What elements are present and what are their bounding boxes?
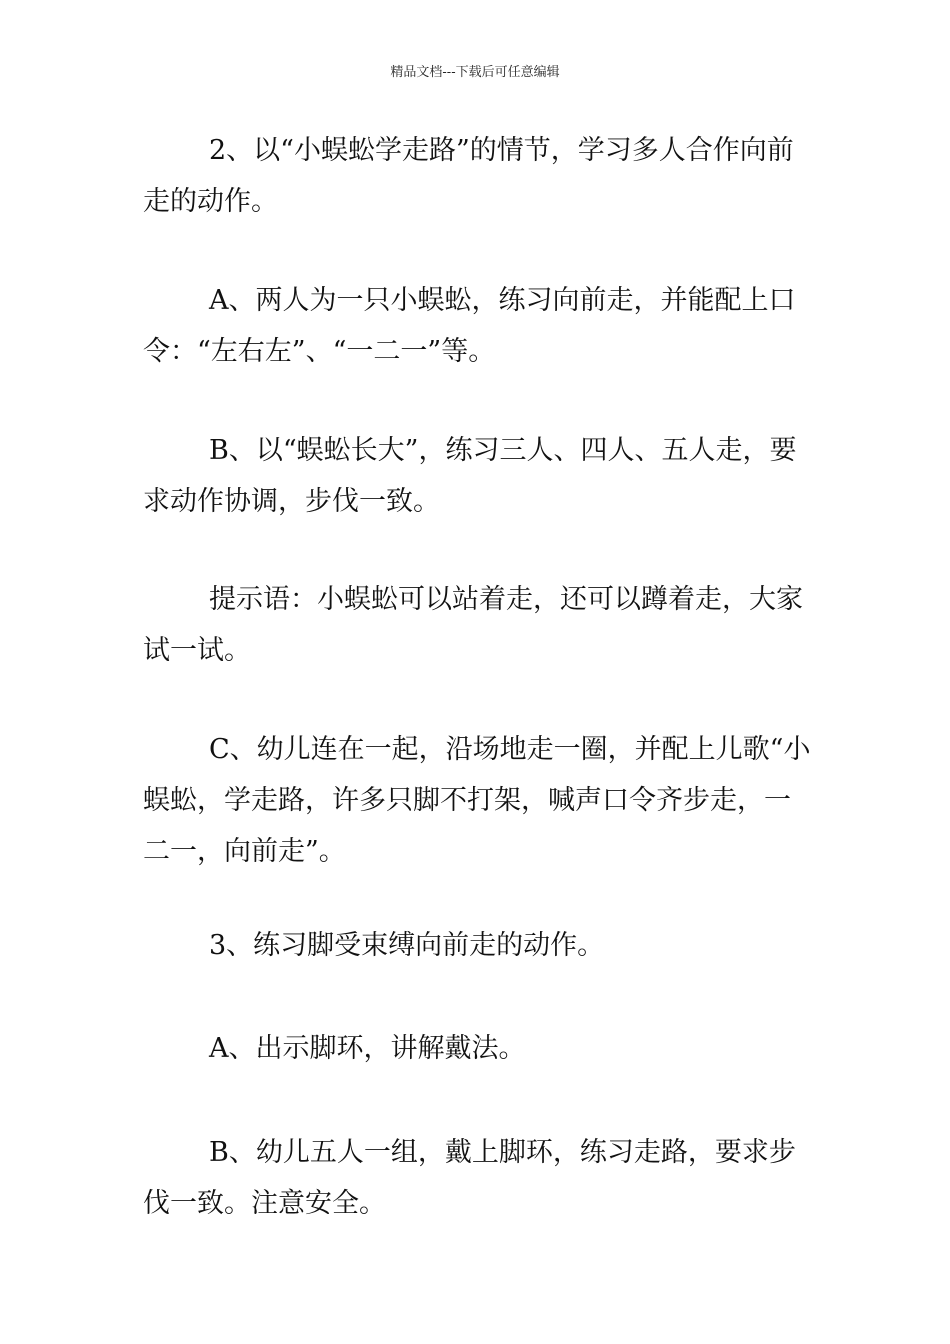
paragraph-2c: C、幼儿连在一起，沿场地走一圈，并配上儿歌“小蜈蚣，学走路，许多只脚不打架，喊声口令齐步走，一二一，向前走”。 bbox=[143, 734, 811, 867]
page-header: 精品文档---下载后可任意编辑 bbox=[390, 65, 560, 80]
paragraph-2b: B、以“蜈蚣长大”，练习三人、四人、五人走，要求动作协调，步伐一致。 bbox=[143, 435, 797, 517]
paragraph-hint: 提示语：小蜈蚣可以站着走，还可以蹲着走，大家试一试。 bbox=[143, 584, 803, 666]
paragraph-2a: A、两人为一只小蜈蚣，练习向前走，并能配上口令：“左右左”、“一二一”等。 bbox=[143, 285, 796, 367]
paragraph-step-3: 3、练习脚受束缚向前走的动作。 bbox=[209, 930, 605, 961]
paragraph-3b: B、幼儿五人一组，戴上脚环，练习走路，要求步伐一致。注意安全。 bbox=[143, 1137, 796, 1219]
paragraph-step-2: 2、以“小蜈蚣学走路”的情节，学习多人合作向前走的动作。 bbox=[143, 135, 794, 217]
paragraph-3a: A、出示脚环，讲解戴法。 bbox=[209, 1033, 526, 1064]
